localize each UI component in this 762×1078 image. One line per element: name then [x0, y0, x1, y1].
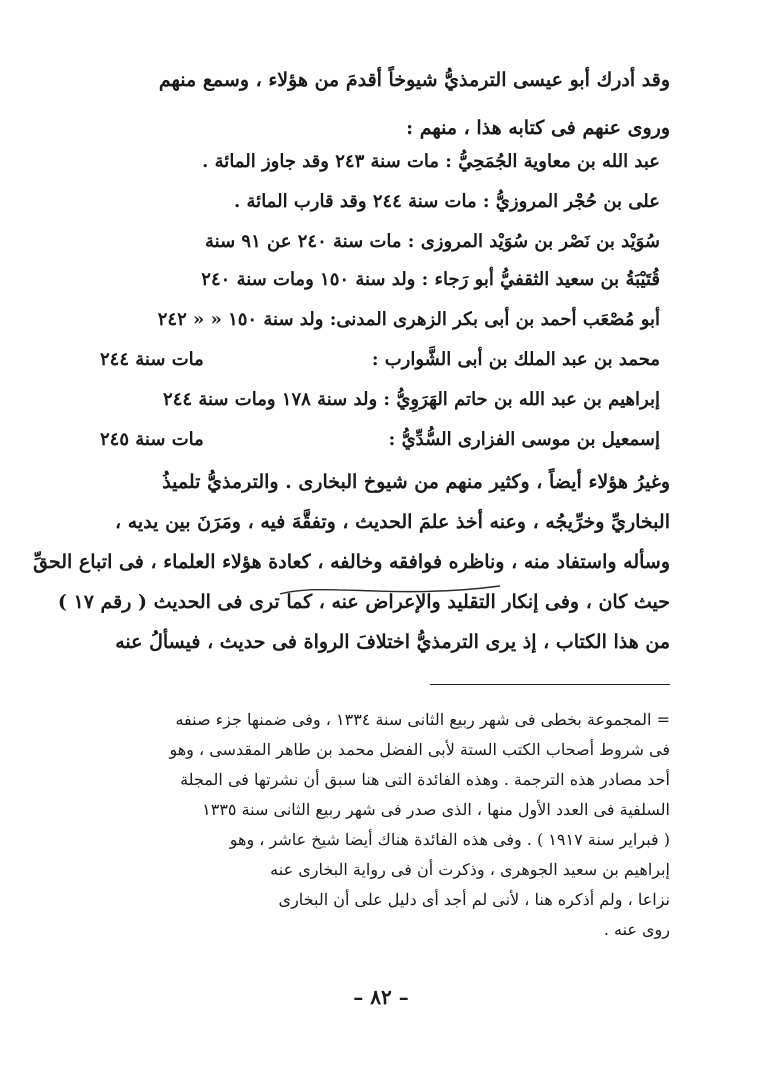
paragraph-line: البخاريِّ وخرِّيجُه ، وعنه أخذ علمَ الحديث ، وتفقَّهَ فيه ، ومَرَنَ بين يديه ،	[114, 511, 670, 533]
main-text	[33, 62, 670, 662]
footnote-line: نزاعا ، ولم أذكره هنا ، لأنى لم أجد أى دليل على أن البخارى	[278, 890, 670, 909]
teacher-name: قُتَيْبَةُ بن سعيد الثقفيُّ أبو رَجاء : ولد سنة ١٥٠ ومات سنة ٢٤٠	[201, 269, 660, 290]
footnote-line: إبراهيم بن سعيد الجوهرى ، وذكرت أن فى رواية البخارى عنه	[270, 860, 670, 879]
footnote-rule	[430, 684, 670, 685]
intro-line: وروى عنهم فى كتابه هذا ، منهم :	[406, 117, 670, 139]
teacher-entry	[100, 262, 660, 298]
teacher-death: مات سنة ٢٤٥	[100, 429, 204, 450]
footnote	[100, 705, 670, 960]
teacher-name: إسمعيل بن موسى الفزارى السُّدِّيُّ :	[388, 429, 660, 450]
teacher-death: مات سنة ٢٤٤	[100, 349, 204, 370]
page-number: – ٨٢ –	[353, 985, 409, 1009]
paragraph-line: من هذا الكتاب ، إذ يرى الترمذيُّ اختلافَ الرواة فى حديث ، فيسألُ عنه	[115, 631, 670, 653]
footnote-line: أحد مصادر هذه الترجمة . وهذه الفائدة التى هنا سبق أن نشرتها فى المجلة	[180, 770, 670, 789]
teacher-entry	[100, 342, 660, 378]
teacher-name: على بن حُجْر المروزيُّ : مات سنة ٢٤٤ وقد قارب المائة .	[234, 191, 660, 212]
teacher-entry	[100, 422, 660, 458]
paragraph-line: وغيرُ هؤلاء أيضاً ، وكثير منهم من شيوخ البخارى . والترمذيُّ تلميذُ	[162, 471, 670, 493]
footnote-line: = المجموعة بخطى فى شهر ربيع الثانى سنة ١٣٣٤ ، وفى ضمنها جزء صنفه	[175, 710, 670, 729]
teacher-name: إبراهيم بن عبد الله بن حاتم الهَرَوِيُّ : ولد سنة ١٧٨ ومات سنة ٢٤٤	[163, 389, 660, 410]
teacher-entry	[100, 382, 660, 418]
footnote-line: السلفية فى العدد الأول منها ، الذى صدر فى شهر ربيع الثانى سنة ١٣٣٥	[202, 800, 670, 819]
footnote-line: ( فبراير سنة ١٩١٧ ) . وفى هذه الفائدة هناك أيضا شيخ عاشر ، وهو	[229, 830, 670, 849]
teacher-name: عبد الله بن معاوية الجُمَحِيُّ : مات سنة ٢٤٣ وقد جاوز المائة .	[202, 151, 660, 172]
teacher-entry	[100, 224, 660, 260]
footnote-line: روى عنه .	[603, 920, 670, 939]
intro-line: وقد أدرك أبو عيسى الترمذيُّ شيوخاً أقدمَ من هؤلاء ، وسمع منهم	[158, 69, 670, 91]
paragraph-line: حيث كان ، وفى إنكار التقليد والإعراض عنه ، كما ترى فى الحديث ( رقم ١٧ )	[57, 591, 670, 613]
teacher-entry	[100, 302, 660, 338]
teacher-name: سُوَيْد بن نَصْر بن سُوَيْد المروزى : مات سنة ٢٤٠ عن ٩١ سنة	[204, 231, 660, 252]
teacher-entry	[100, 184, 660, 220]
teacher-name: أبو مُصْعَب أحمد بن أبى بكر الزهرى المدنى: ولد سنة ١٥٠ « « ٢٤٢	[157, 309, 660, 330]
footnote-line: فى شروط أصحاب الكتب الستة لأبى الفضل محمد بن طاهر المقدسى ، وهو	[169, 740, 670, 759]
teacher-name: محمد بن عبد الملك بن أبى الشَّوارب :	[371, 349, 660, 370]
teacher-entry	[100, 144, 660, 180]
paragraph-line: وسأله واستفاد منه ، وناظره فوافقه وخالفه ، كعادة هؤلاء العلماء ، فى اتباع الحقِّ	[33, 551, 670, 573]
